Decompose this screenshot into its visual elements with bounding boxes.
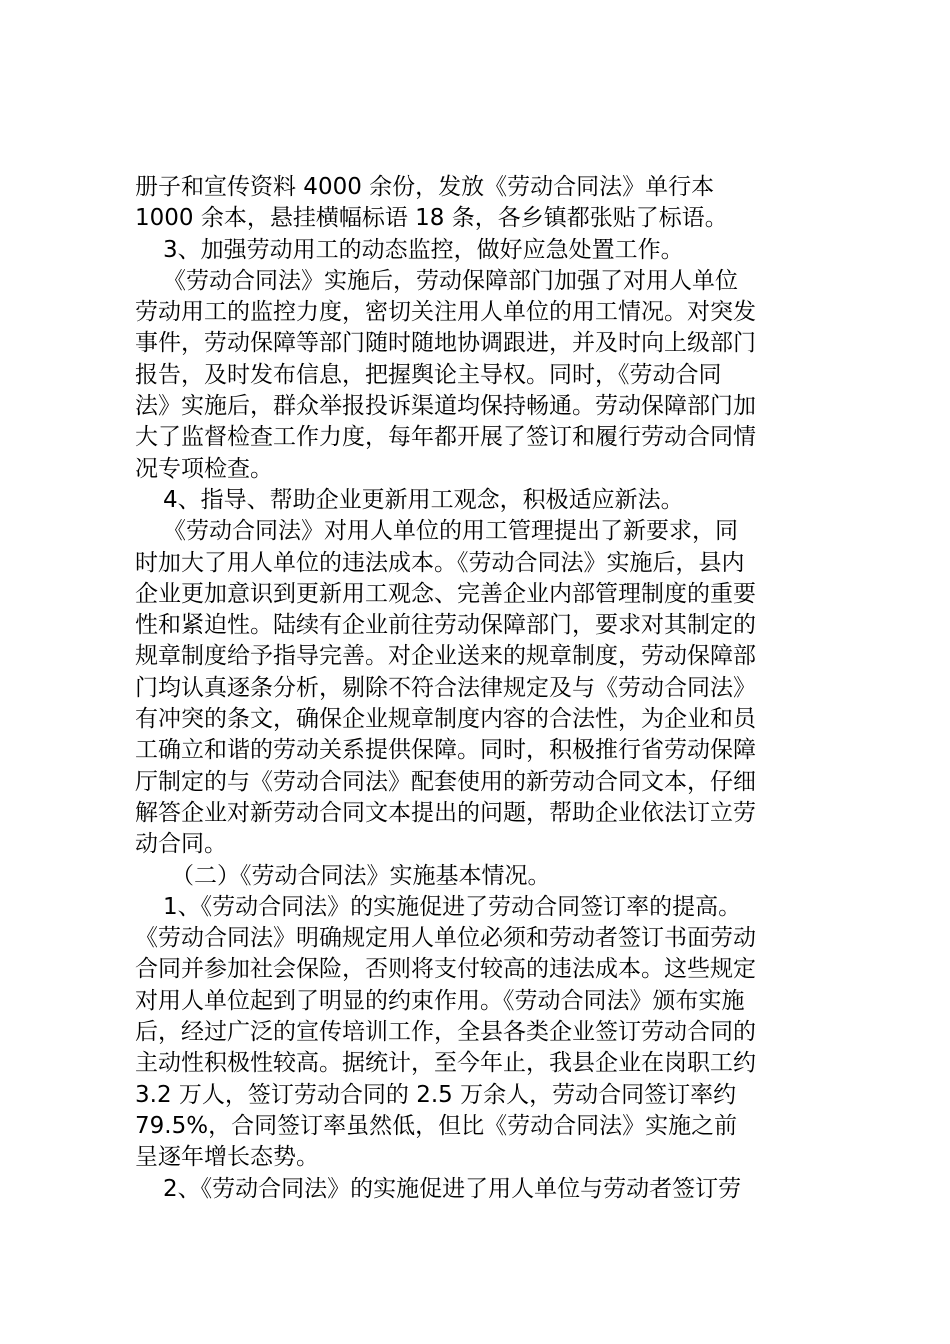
text-line: 厅制定的与《劳动合同法》配套使用的新劳动合同文本，仔细 — [135, 768, 756, 795]
section-heading: 1、《劳动合同法》的实施促进了劳动合同签订率的提高。 — [163, 893, 742, 920]
text-line: 79.5%，合同签订率虽然低，但比《劳动合同法》实施之前 — [135, 1112, 738, 1139]
section-heading: （二）《劳动合同法》实施基本情况。 — [171, 862, 551, 889]
text-line: 动合同。 — [135, 831, 227, 858]
text-line: 报告，及时发布信息，把握舆论主导权。同时，《劳动合同 — [135, 361, 722, 388]
text-line: 呈逐年增长态势。 — [135, 1144, 319, 1171]
text-line: 主动性积极性较高。据统计，至今年止，我县企业在岗职工约 — [135, 1050, 756, 1077]
text-line: 有冲突的条文，确保企业规章制度内容的合法性，为企业和员 — [135, 706, 756, 733]
text-line: 况专项检查。 — [135, 455, 273, 482]
text-line: 大了监督检查工作力度，每年都开展了签订和履行劳动合同情 — [135, 424, 756, 451]
text-line: 《劳动合同法》实施后，劳动保障部门加强了对用人单位 — [163, 267, 738, 294]
text-line: 劳动用工的监控力度，密切关注用人单位的用工情况。对突发 — [135, 299, 756, 326]
text-line: 规章制度给予指导完善。对企业送来的规章制度，劳动保障部 — [135, 643, 756, 670]
text-line: 合同并参加社会保险，否则将支付较高的违法成本。这些规定 — [135, 956, 756, 983]
text-line: 解答企业对新劳动合同文本提出的问题，帮助企业依法订立劳 — [135, 799, 756, 826]
text-line: 法》实施后，群众举报投诉渠道均保持畅通。劳动保障部门加 — [135, 393, 756, 420]
text-line: 工确立和谐的劳动关系提供保障。同时，积极推行省劳动保障 — [135, 737, 756, 764]
text-line: 3.2 万人，签订劳动合同的 2.5 万余人，劳动合同签订率约 — [135, 1081, 737, 1108]
text-line: 《劳动合同法》对用人单位的用工管理提出了新要求，同 — [163, 518, 738, 545]
text-line: 册子和宣传资料 4000 余份，发放《劳动合同法》单行本 — [135, 174, 715, 200]
text-line: 后，经过广泛的宣传培训工作，全县各类企业签订劳动合同的 — [135, 1019, 756, 1046]
text-line: 对用人单位起到了明显的约束作用。《劳动合同法》颁布实施 — [135, 987, 745, 1014]
text-line: 企业更加意识到更新用工观念、完善企业内部管理制度的重要 — [135, 580, 756, 607]
section-heading: 2、《劳动合同法》的实施促进了用人单位与劳动者签订劳 — [163, 1175, 742, 1202]
section-heading: 3、加强劳动用工的动态监控，做好应急处置工作。 — [163, 236, 684, 263]
text-line: 门均认真逐条分析，剔除不符合法律规定及与《劳动合同法》 — [135, 674, 756, 701]
body-text — [135, 172, 825, 1205]
text-line: 性和紧迫性。陆续有企业前往劳动保障部门，要求对其制定的 — [135, 612, 756, 639]
text-line: 1000 余本，悬挂横幅标语 18 条，各乡镇都张贴了标语。 — [135, 205, 728, 232]
text-line: 《劳动合同法》明确规定用人单位必须和劳动者签订书面劳动 — [135, 925, 756, 952]
text-line: 事件，劳动保障等部门随时随地协调跟进，并及时向上级部门 — [135, 330, 756, 357]
section-heading: 4、指导、帮助企业更新用工观念，积极适应新法。 — [163, 486, 684, 513]
text-line: 时加大了用人单位的违法成本。《劳动合同法》实施后，县内 — [135, 549, 745, 576]
